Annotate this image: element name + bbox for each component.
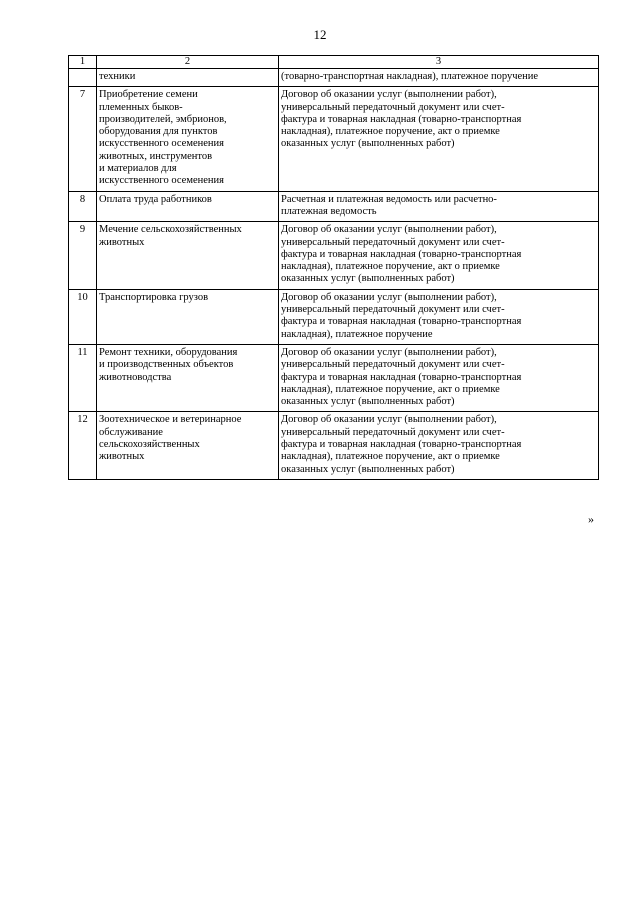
table-row xyxy=(69,69,599,87)
expense-item-text: Транспортировка грузов xyxy=(99,291,209,303)
table-row xyxy=(69,191,599,222)
expense-item-cell xyxy=(97,87,279,191)
row-number: 8 xyxy=(69,191,97,222)
table-row xyxy=(69,344,599,411)
row-number: 9 xyxy=(69,222,97,289)
table-row xyxy=(69,87,599,191)
expense-item-cell xyxy=(97,412,279,479)
row-number: 12 xyxy=(69,412,97,479)
table-row xyxy=(69,412,599,479)
documents-text: Договор об оказании услуг (выполнении работ), универсальный передаточный документ или счет- фактура и товарная накладная (товарно-транспортная накладная), платежное поручение, акт о приемке оказанных услуг (выполненных работ) xyxy=(281,414,522,475)
row-number: 7 xyxy=(69,87,97,191)
documents-cell xyxy=(279,344,599,411)
table-row xyxy=(69,289,599,344)
documents-cell xyxy=(279,289,599,344)
expense-item-cell xyxy=(97,289,279,344)
documents-cell xyxy=(279,87,599,191)
documents-cell xyxy=(279,222,599,289)
table-header-row xyxy=(69,56,599,69)
expense-item-text: Оплата труда работников xyxy=(99,193,212,205)
row-number: 10 xyxy=(69,289,97,344)
documents-text: (товарно-транспортная накладная), платежное поручение xyxy=(281,71,539,82)
expense-item-text: Приобретение семени племенных быков- производителей, эмбрионов, оборудования для пунктов искусственного осеменения животных, инструментов и материалов для искусственного осеменения xyxy=(99,89,227,187)
documents-text: Расчетная и платежная ведомость или расчетно- платежная ведомость xyxy=(281,193,497,217)
column-header: 2 xyxy=(97,56,279,69)
documents-text: Договор об оказании услуг (выполнении работ), универсальный передаточный документ или счет- фактура и товарная накладная (товарно-транспортная накладная), платежное поручение, акт о приемке оказанных услуг (выполненных работ) xyxy=(281,346,522,408)
column-header: 1 xyxy=(69,56,97,69)
expense-item-cell xyxy=(97,69,279,87)
expense-item-text: Мечение сельскохозяйственных животных xyxy=(99,224,242,248)
row-number xyxy=(69,69,97,87)
table-row xyxy=(69,222,599,289)
expense-item-text: Ремонт техники, оборудования и производственных объектов животноводства xyxy=(99,346,238,383)
documents-table xyxy=(68,55,599,480)
page-number: 12 xyxy=(313,27,327,42)
documents-text: Договор об оказании услуг (выполнении работ), универсальный передаточный документ или счет- фактура и товарная накладная (товарно-транспортная накладная), платежное поручение, акт о приемке оказанных услуг (выполненных работ) xyxy=(281,224,522,285)
closing-quote-mark: » xyxy=(588,512,594,526)
documents-text: Договор об оказании услуг (выполнении работ), универсальный передаточный документ или счет- фактура и товарная накладная (товарно-транспортная накладная), платежное поручение xyxy=(281,291,522,340)
column-header: 3 xyxy=(279,56,599,69)
expense-item-cell xyxy=(97,222,279,289)
expense-item-text: техники xyxy=(99,71,136,82)
documents-cell xyxy=(279,69,599,87)
expense-item-cell xyxy=(97,191,279,222)
expense-item-cell xyxy=(97,344,279,411)
expense-item-text: Зоотехническое и ветеринарное обслуживание сельскохозяйственных животных xyxy=(99,414,242,463)
documents-cell xyxy=(279,191,599,222)
row-number: 11 xyxy=(69,344,97,411)
documents-text: Договор об оказании услуг (выполнении работ), универсальный передаточный документ или счет- фактура и товарная накладная (товарно-транспортная накладная), платежное поручение, акт о приемке оказанных услуг (выполненных работ) xyxy=(281,89,522,150)
documents-cell xyxy=(279,412,599,479)
